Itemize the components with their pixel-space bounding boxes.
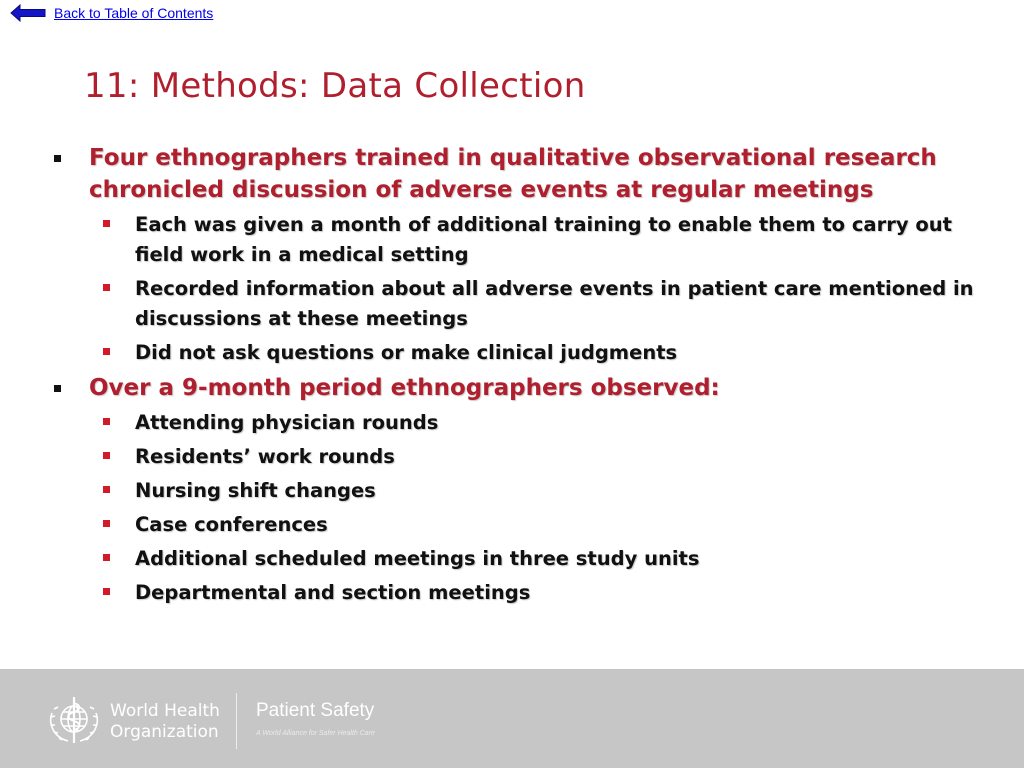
org-name-line-2: Organization: [110, 722, 219, 742]
who-emblem-icon: [44, 693, 104, 749]
bullet-text: Four ethnographers trained in qualitative observational research chronicled discussion of adverse events at regular meetings: [89, 145, 937, 203]
sub-bullet-text: Recorded information about all adverse events in patient care mentioned in discussions at these meetings: [135, 277, 974, 330]
back-nav[interactable]: [10, 3, 213, 23]
bullet-item: [48, 142, 998, 368]
bullet-text: Over a 9-month period ethnographers observed:: [89, 375, 720, 401]
program-tagline: A World Alliance for Safer Health Care: [256, 730, 375, 737]
sub-bullet-item: [89, 510, 998, 540]
square-bullet-icon: [103, 220, 110, 227]
square-bullet-icon: [103, 418, 110, 425]
footer-bar: [0, 669, 1024, 768]
sub-bullet-text: Each was given a month of additional training to enable them to carry out field work in a medical setting: [135, 213, 952, 266]
square-bullet-icon: [103, 452, 110, 459]
square-bullet-icon: [103, 588, 110, 595]
bullet-item: [48, 372, 998, 608]
left-arrow-icon[interactable]: [10, 4, 46, 22]
sub-bullet-item: [89, 408, 998, 438]
slide-title: 11: Methods: Data Collection: [84, 66, 586, 106]
org-name-line-1: World Health: [110, 701, 220, 721]
org-name: [110, 701, 220, 743]
sub-bullet-item: [89, 544, 998, 574]
square-bullet-icon: [103, 554, 110, 561]
sub-bullet-item: [89, 578, 998, 608]
sub-bullet-list: [89, 408, 998, 608]
sub-bullet-item: [89, 442, 998, 472]
slide-body: [48, 142, 998, 612]
footer-divider: [236, 693, 237, 749]
square-bullet-icon: [103, 520, 110, 527]
sub-bullet-text: Departmental and section meetings: [135, 581, 531, 604]
sub-bullet-list: [89, 210, 998, 368]
square-bullet-icon: [103, 348, 110, 355]
sub-bullet-item: [89, 274, 998, 334]
sub-bullet-text: Residents’ work rounds: [135, 445, 395, 468]
sub-bullet-item: [89, 476, 998, 506]
sub-bullet-text: Attending physician rounds: [135, 411, 439, 434]
square-bullet-icon: [103, 284, 110, 291]
bullet-list: [48, 142, 998, 608]
sub-bullet-text: Case conferences: [135, 513, 328, 536]
sub-bullet-text: Nursing shift changes: [135, 479, 376, 502]
sub-bullet-text: Did not ask questions or make clinical judgments: [135, 341, 678, 364]
square-bullet-icon: [103, 486, 110, 493]
sub-bullet-item: [89, 338, 998, 368]
square-bullet-icon: [54, 385, 61, 392]
program-title: Patient Safety: [256, 700, 375, 721]
square-bullet-icon: [54, 155, 61, 162]
back-to-toc-link[interactable]: Back to Table of Contents: [54, 5, 214, 21]
sub-bullet-item: [89, 210, 998, 270]
sub-bullet-text: Additional scheduled meetings in three study units: [135, 547, 700, 570]
